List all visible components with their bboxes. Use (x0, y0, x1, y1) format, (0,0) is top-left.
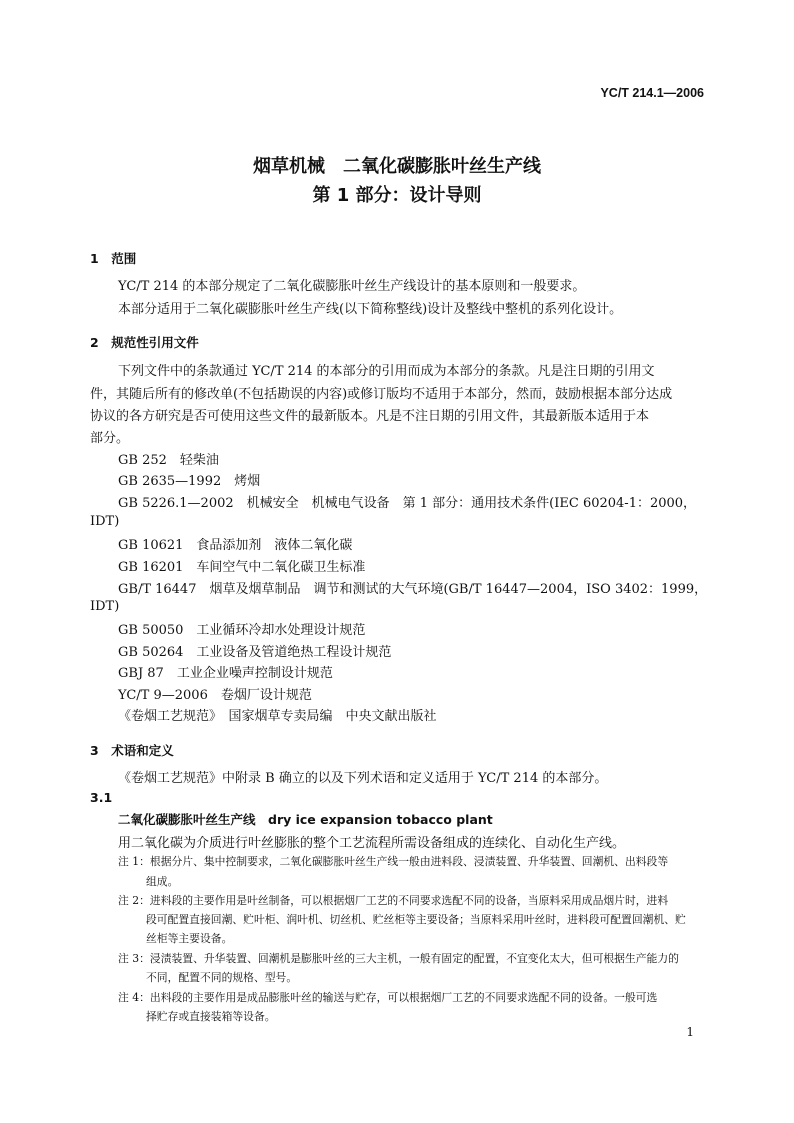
reference-item: GB 50264 工业设备及管道绝热工程设计规范 (118, 645, 392, 660)
reference-item: YC/T 9—2006 卷烟厂设计规范 (118, 688, 312, 703)
reference-item: GB 16201 车间空气中二氧化碳卫生标准 (118, 560, 366, 575)
note-line: 段可配置直接回潮、贮叶柜、润叶机、切丝机、贮丝柜等主要设备；当原料采用叶丝时，进料段可配置回潮机、贮 (146, 913, 686, 926)
section-2-intro-line: 部分。 (90, 431, 130, 446)
reference-item: GB 10621 食品添加剂 液体二氧化碳 (118, 538, 353, 553)
reference-item: GB/T 16447 烟草及烟草制品 调节和测试的大气环境(GB/T 16447—2004，ISO 3402：1999， (118, 582, 708, 597)
document-title-line-1: 烟草机械 二氧化碳膨胀叶丝生产线 (253, 156, 541, 177)
section-1-paragraph: 本部分适用于二氧化碳膨胀叶丝生产线(以下简称整线)设计及整线中整机的系列化设计。 (118, 302, 623, 317)
section-2-heading: 2 规范性引用文件 (90, 335, 199, 350)
document-title-line-2: 第 1 部分：设计导则 (312, 185, 482, 206)
section-2-intro-line: 件，其随后所有的修改单(不包括勘误的内容)或修订版均不适用于本部分，然而，鼓励根据本部分达成 (90, 387, 673, 402)
page-number: 1 (686, 1025, 694, 1039)
note-line: 注 4：出料段的主要作用是成品膨胀叶丝的输送与贮存，可以根据烟厂工艺的不同要求选配不同的设备。一般可选 (118, 991, 658, 1004)
clause-number: 3.1 (90, 790, 113, 805)
section-2-intro-line: 下列文件中的条款通过 YC/T 214 的本部分的引用而成为本部分的条款。凡是注日期的引用文 (118, 364, 655, 379)
standard-code: YC/T 214.1—2006 (600, 86, 704, 100)
term-heading: 二氧化碳膨胀叶丝生产线 dry ice expansion tobacco plant (118, 812, 493, 827)
section-2-intro-line: 协议的各方研究是否可使用这些文件的最新版本。凡是不注日期的引用文件，其最新版本适用于本 (90, 409, 650, 424)
note-line: 丝柜等主要设备。 (146, 932, 233, 945)
section-1-paragraph: YC/T 214 的本部分规定了二氧化碳膨胀叶丝生产线设计的基本原则和一般要求。 (118, 279, 586, 294)
section-1-heading: 1 范围 (90, 251, 137, 266)
section-3-paragraph: 《卷烟工艺规范》中附录 B 确立的以及下列术语和定义适用于 YC/T 214 的本部分。 (118, 771, 608, 786)
note-line: 择贮存或直接装箱等设备。 (146, 1010, 276, 1023)
note-line: 组成。 (146, 875, 179, 888)
reference-item-continuation: IDT) (90, 599, 120, 614)
note-line: 注 2：进料段的主要作用是叶丝制备，可以根据烟厂工艺的不同要求选配不同的设备，当原料采用成品烟片时，进料 (118, 894, 669, 907)
note-line: 注 1：根据分片、集中控制要求，二氧化碳膨胀叶丝生产线一般由进料段、浸渍装置、升华装置、回潮机、出料段等 (118, 855, 669, 868)
term-definition: 用二氧化碳为介质进行叶丝膨胀的整个工艺流程所需设备组成的连续化、自动化生产线。 (118, 836, 626, 851)
note-line: 注 3：浸渍装置、升华装置、回潮机是膨胀叶丝的三大主机，一般有固定的配置，不宜变化太大，但可根据生产能力的 (118, 952, 679, 965)
reference-item: 《卷烟工艺规范》 国家烟草专卖局编 中央文献出版社 (118, 709, 437, 724)
reference-item-continuation: IDT) (90, 514, 120, 529)
note-line: 不同，配置不同的规格、型号。 (146, 971, 298, 984)
reference-item: GB 50050 工业循环冷却水处理设计规范 (118, 623, 366, 638)
section-3-heading: 3 术语和定义 (90, 743, 174, 758)
reference-item: GB 252 轻柴油 (118, 453, 219, 468)
reference-item: GBJ 87 工业企业噪声控制设计规范 (118, 666, 333, 681)
reference-item: GB 2635—1992 烤烟 (118, 474, 261, 489)
reference-item: GB 5226.1—2002 机械安全 机械电气设备 第 1 部分：通用技术条件(IEC 60204-1：2000， (118, 496, 697, 511)
